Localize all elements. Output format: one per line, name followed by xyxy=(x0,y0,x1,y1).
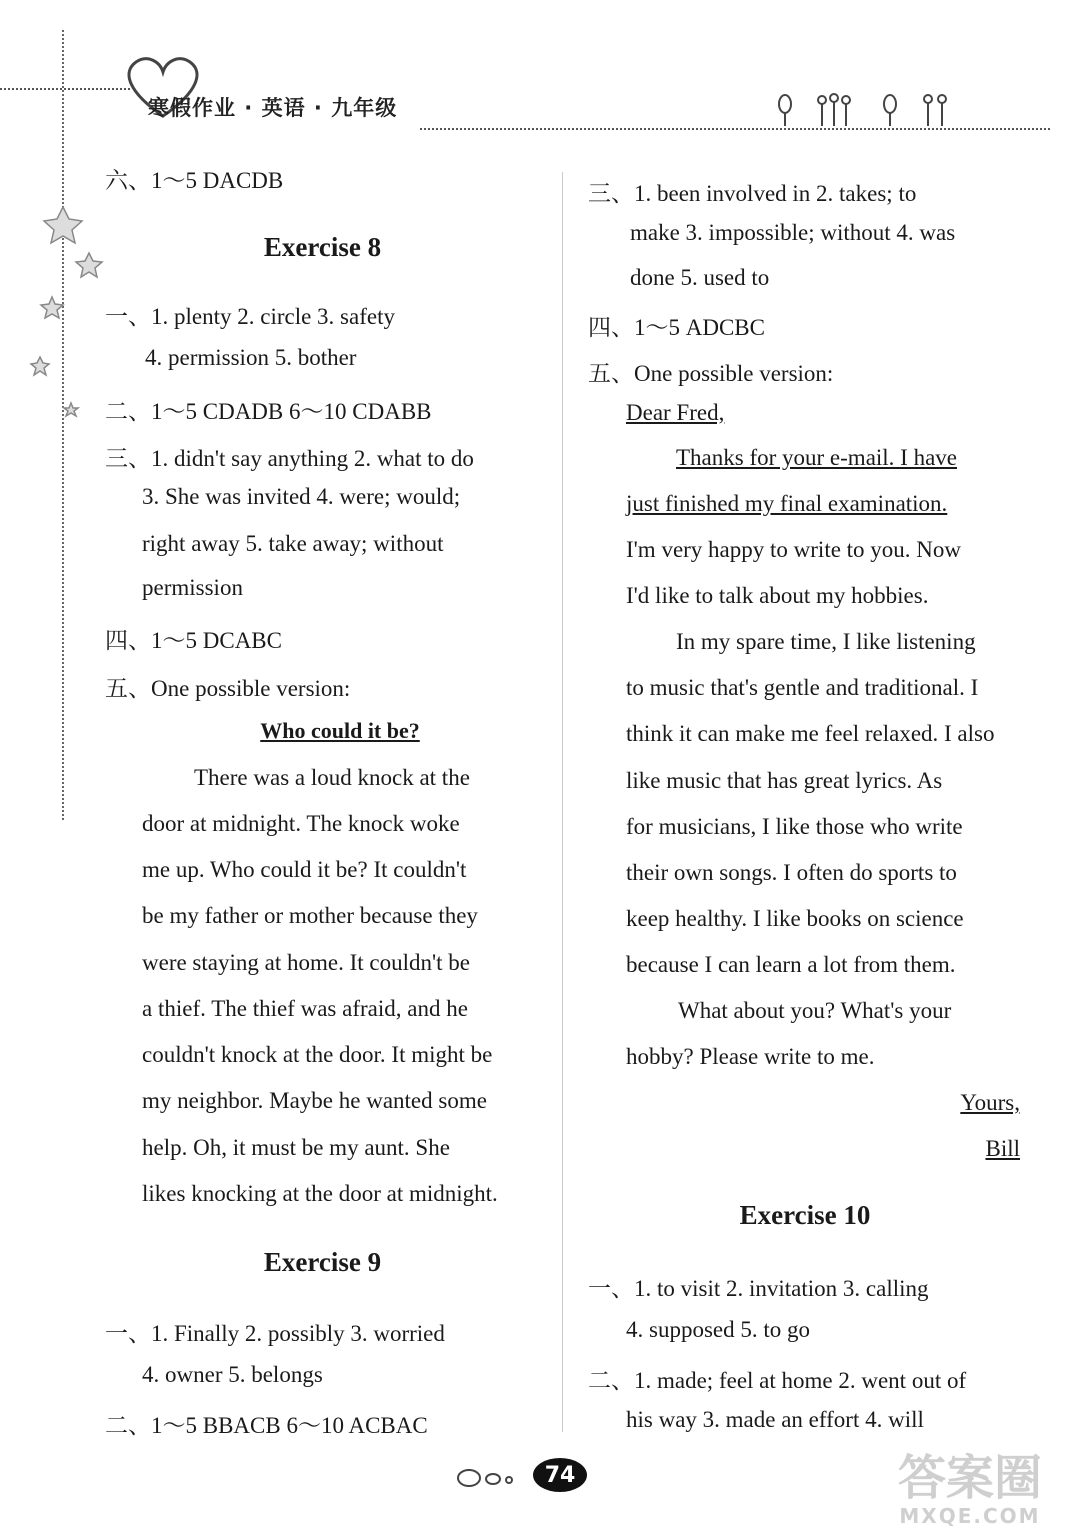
watermark xyxy=(880,1452,1060,1532)
answer-line: make 3. impossible; without 4. was xyxy=(630,220,956,245)
watermark-logo-text: 答案圈 xyxy=(897,1450,1042,1506)
essay-line: likes knocking at the door at midnight. xyxy=(142,1181,498,1206)
essay-line: be my father or mother because they xyxy=(142,903,478,928)
answer-line: 4. permission 5. bother xyxy=(145,345,357,370)
essay-line: help. Oh, it must be my aunt. She xyxy=(142,1135,450,1160)
letter-line: I'd like to talk about my hobbies. xyxy=(626,583,929,608)
answer-line: 一、1. plenty 2. circle 3. safety xyxy=(105,304,395,329)
letter-line: keep healthy. I like books on science xyxy=(626,906,964,931)
header-dashed-rule-left xyxy=(0,88,130,90)
essay-line: me up. Who could it be? It couldn't xyxy=(142,857,467,882)
star-icon xyxy=(25,195,115,435)
answer-line: 一、1. to visit 2. invitation 3. calling xyxy=(588,1276,929,1301)
essay-line: There was a loud knock at the xyxy=(194,765,470,790)
watermark-url: MXQE.COM xyxy=(899,1504,1041,1528)
letter-line: Thanks for your e-mail. I have xyxy=(676,445,958,470)
letter-line: for musicians, I like those who write xyxy=(626,814,963,839)
essay-line: were staying at home. It couldn't be xyxy=(142,950,470,975)
letter-line: I'm very happy to write to you. Now xyxy=(626,537,962,562)
essay-title: Who could it be? xyxy=(260,718,420,743)
column-divider xyxy=(562,172,563,1432)
answer-line: 一、1. Finally 2. possibly 3. worried xyxy=(105,1321,445,1346)
letter-line: In my spare time, I like listening xyxy=(676,629,976,654)
essay-line: couldn't knock at the door. It might be xyxy=(142,1042,493,1067)
answer-line: 五、One possible version: xyxy=(588,361,834,386)
letter-signature: Bill xyxy=(985,1136,1020,1161)
header-dashed-rule-right xyxy=(420,128,1050,130)
letter-line: because I can learn a lot from them. xyxy=(626,952,956,977)
answer-line: 三、1. didn't say anything 2. what to do xyxy=(105,446,474,471)
answer-line: 4. supposed 5. to go xyxy=(626,1317,810,1342)
answer-line: 四、1～5 DCABC xyxy=(105,628,282,653)
answer-line: 三、1. been involved in 2. takes; to xyxy=(588,181,917,206)
letter-salutation: Dear Fred, xyxy=(626,400,725,425)
answer-line: done 5. used to xyxy=(630,265,770,290)
letter-line: like music that has great lyrics. As xyxy=(626,768,943,793)
answer-line: 3. She was invited 4. were; would; xyxy=(142,484,461,509)
letter-line: their own songs. I often do sports to xyxy=(626,860,957,885)
answer-line: 六、1～5 DACDB xyxy=(105,168,284,193)
flower-icon xyxy=(770,92,960,128)
answer-line: 二、1～5 CDADB 6～10 CDABB xyxy=(105,399,432,424)
essay-line: my neighbor. Maybe he wanted some xyxy=(142,1088,487,1113)
exercise-9-heading: Exercise 9 xyxy=(263,1247,382,1277)
page-number: 74 xyxy=(533,1458,587,1492)
letter-line: just finished my final examination. xyxy=(626,491,948,516)
exercise-8-heading: Exercise 8 xyxy=(263,232,382,262)
answer-line: 二、1. made; feel at home 2. went out of xyxy=(588,1368,967,1393)
exercise-10-heading: Exercise 10 xyxy=(739,1200,871,1230)
header-title: 寒假作业 · 英语 · 九年级 xyxy=(148,96,398,120)
answer-line: 五、One possible version: xyxy=(105,676,351,701)
letter-line: What about you? What's your xyxy=(678,998,952,1023)
answer-line: 4. owner 5. belongs xyxy=(142,1362,323,1387)
answer-line: permission xyxy=(142,575,243,600)
footer-circles-icon xyxy=(455,1465,533,1491)
answer-line: his way 3. made an effort 4. will xyxy=(626,1407,924,1432)
letter-line: think it can make me feel relaxed. I also xyxy=(626,721,995,746)
answer-line: 二、1～5 BBACB 6～10 ACBAC xyxy=(105,1413,428,1438)
essay-line: a thief. The thief was afraid, and he xyxy=(142,996,468,1021)
answer-line: 四、1～5 ADCBC xyxy=(588,315,765,340)
essay-line: door at midnight. The knock woke xyxy=(142,811,460,836)
letter-closing: Yours, xyxy=(960,1090,1020,1115)
letter-line: hobby? Please write to me. xyxy=(626,1044,875,1069)
answer-line: right away 5. take away; without xyxy=(142,531,444,556)
letter-line: to music that's gentle and traditional. I xyxy=(626,675,979,700)
